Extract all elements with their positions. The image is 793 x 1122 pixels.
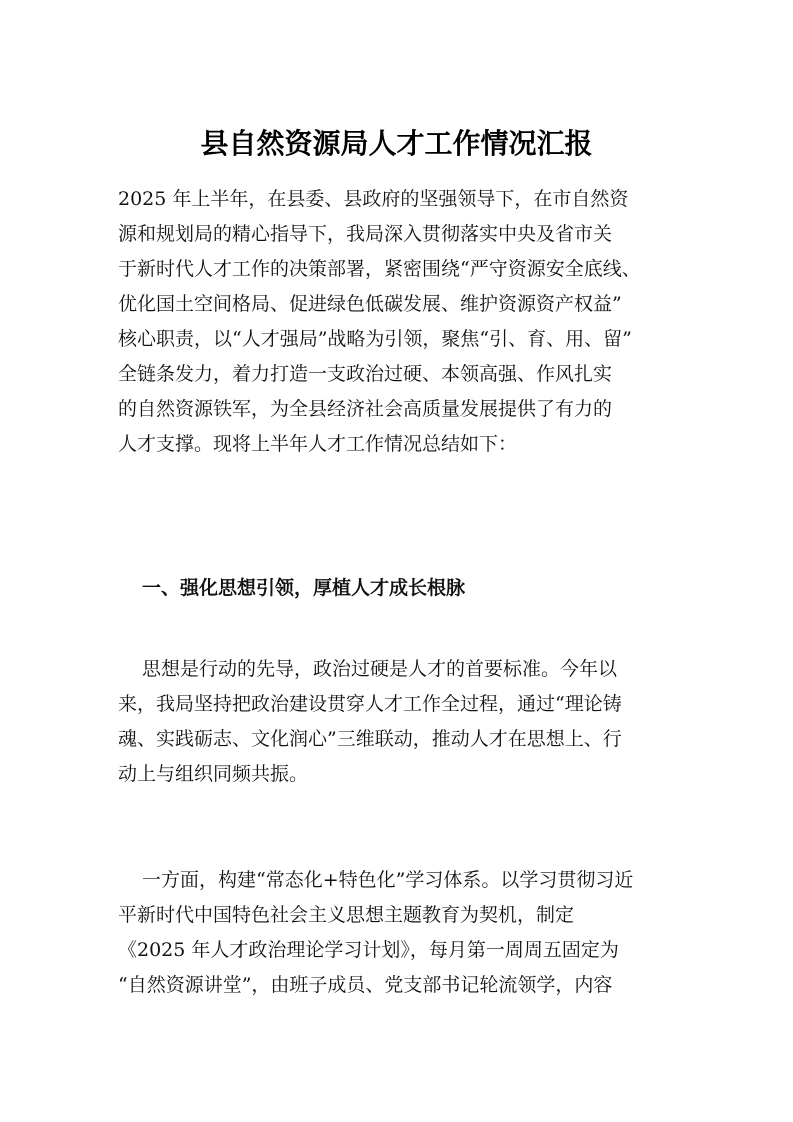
paragraph-line: 魂、实践砺志、文化润心”三维联动，推动人才在思想上、行 bbox=[118, 728, 622, 750]
paragraph-line: 平新时代中国特色社会主义思想主题教育为契机，制定 bbox=[118, 904, 575, 926]
paragraph-line: 源和规划局的精心指导下，我局深入贯彻落实中央及省市关 bbox=[118, 223, 613, 245]
paragraph-line: 优化国土空间格局、促进绿色低碳发展、维护资源资产权益” bbox=[118, 293, 622, 315]
body-paragraph bbox=[118, 863, 678, 1003]
paragraph-line: 一方面，构建“常态化+特色化”学习体系。以学习贯彻习近 bbox=[142, 869, 634, 891]
paragraph-line: “自然资源讲堂”，由班子成员、党支部书记轮流领学，内容 bbox=[118, 974, 613, 996]
paragraph-line: 全链条发力，着力打造一支政治过硬、本领高强、作风扎实 bbox=[118, 363, 613, 385]
section-heading: 一、强化思想引领，厚植人才成长根脉 bbox=[142, 577, 466, 599]
intro-paragraph bbox=[118, 182, 678, 462]
paragraph-line: 于新时代人才工作的决策部署，紧密围绕“严守资源安全底线、 bbox=[118, 258, 641, 280]
paragraph-line: 人才支撑。现将上半年人才工作情况总结如下： bbox=[118, 433, 518, 455]
paragraph-line: 动上与组织同频共振。 bbox=[118, 763, 309, 785]
paragraph-line: 来，我局坚持把政治建设贯穿人才工作全过程，通过“理论铸 bbox=[118, 693, 622, 715]
paragraph-line: 核心职责，以“人才强局”战略为引领，聚焦“引、育、用、留” bbox=[118, 328, 632, 350]
paragraph-line: 2025 年上半年，在县委、县政府的坚强领导下，在市自然资 bbox=[118, 188, 629, 210]
paragraph-line: 《2025 年人才政治理论学习计划》，每月第一周周五固定为 bbox=[118, 939, 619, 961]
paragraph-line: 的自然资源铁军，为全县经济社会高质量发展提供了有力的 bbox=[118, 398, 613, 420]
body-paragraph bbox=[118, 652, 678, 792]
paragraph-line: 思想是行动的先导，政治过硬是人才的首要标准。今年以 bbox=[142, 658, 618, 680]
document-title: 县自然资源局人才工作情况汇报 bbox=[200, 127, 593, 160]
